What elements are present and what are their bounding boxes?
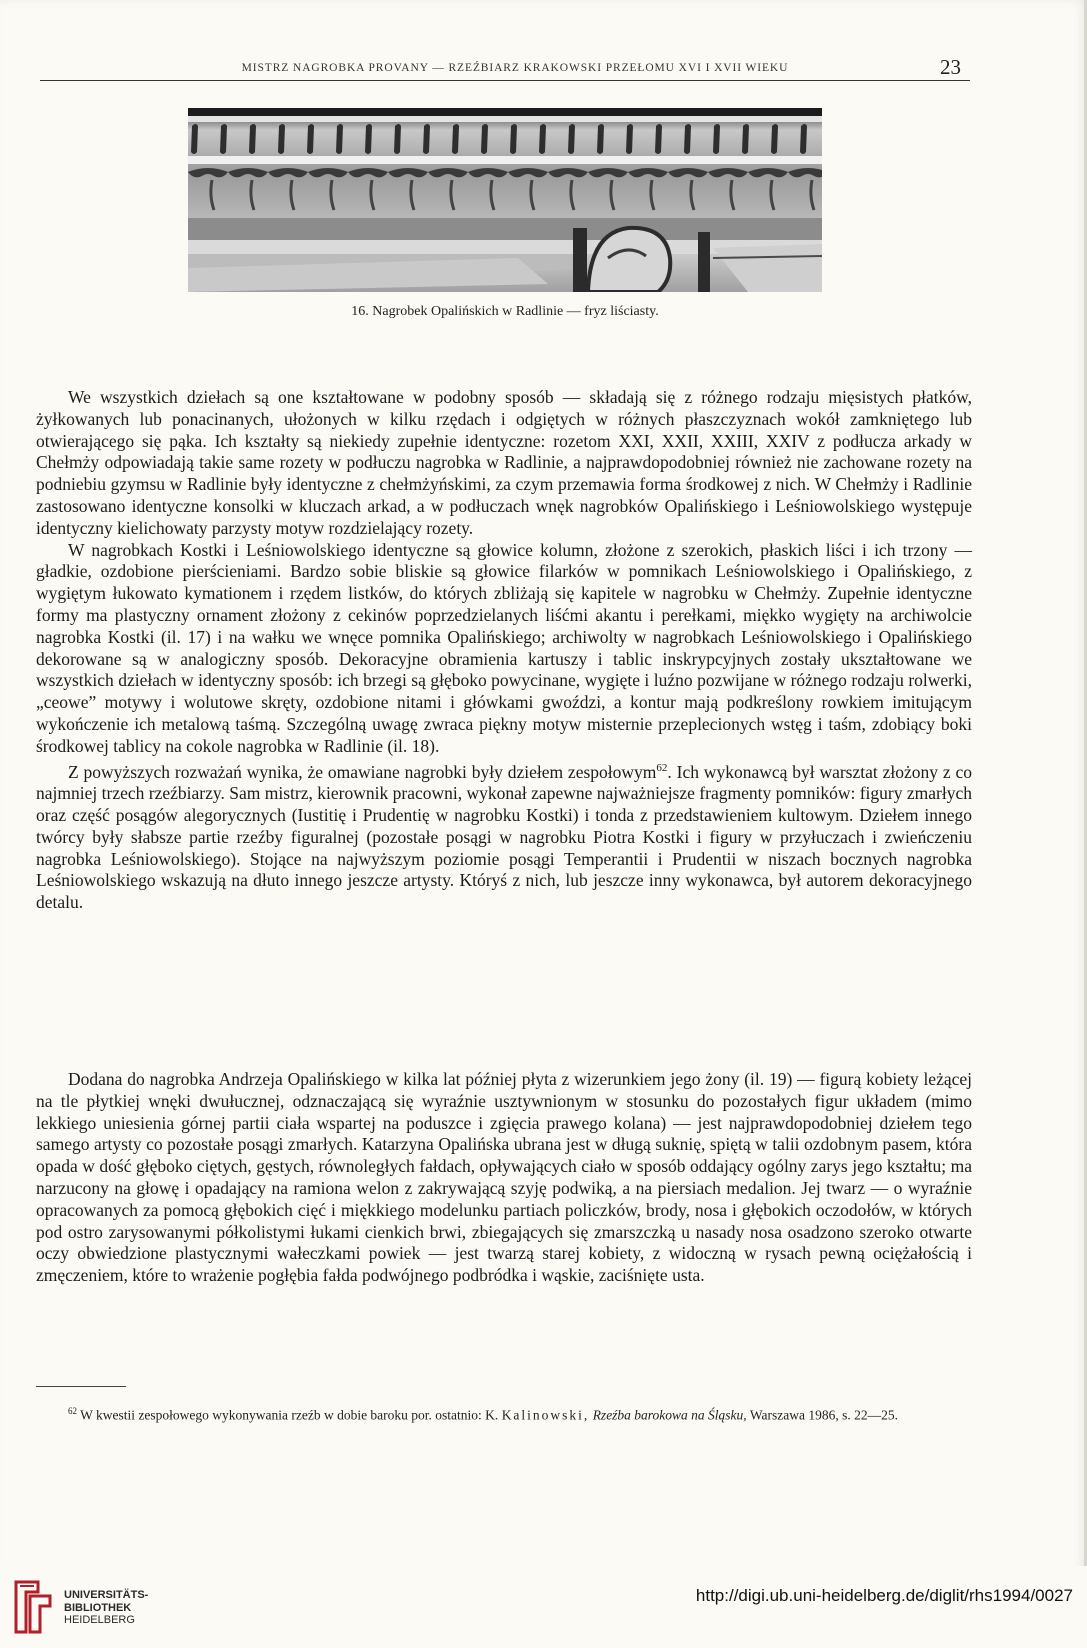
paragraph-text: . Ich wykonawcą był warsztat złożony z co najmniej trzech rzeźbiarzy. Sam mistrz, kierownik pracowni, wykonał zapewne najważniejsze fragmenty pomników: figury zmarłych oraz część posągów alegorycznych (Iustitię i Prudentię w nagrobku Kostki) i tonda z przedstawieniem kultowym. Dziełem innego twórcy były słabsze partie rzeźby figuralnej (pozostałe posągi w nagrobku Piotra Kostki i figury w przyłuczach i zwieńczeniu nagrobka Leśniowolskiego). Stojące na najwyższym poziomie posągi Temperantii i Prudentii w niszach bocznych nagrobka Leśniowolskiego wskazują na dłuto innego jeszcze artysty. Któryś z nich, lub jeszcze inny wykonawca, był autorem dekoracyjnego detalu. [36,761,972,913]
footnote-rule [36,1386,126,1387]
frieze-ridge [655,124,662,154]
running-head: MISTRZ NAGROBKA PROVANY — RZEŹBIARZ KRAKOWSKI PRZEŁOMU XVI I XVII WIEKU [241,62,789,74]
frieze-ridge [626,124,633,154]
frieze-ridge [394,124,401,154]
frieze-ridge [423,124,430,154]
frieze-ridge [510,124,517,154]
figure-leaf-frieze-photo [188,108,822,292]
paragraph-text: Z powyższych rozważań wynika, że omawiane nagrobki były dziełem zespołowym [68,761,657,782]
figure-caption: 16. Nagrobek Opalińskich w Radlinie — fryz liściasty. [351,304,659,319]
paragraph [36,758,972,914]
frieze-ridge [249,124,256,154]
frieze-ridge [336,124,343,154]
frieze-ridge [713,124,720,154]
frieze-ridge [191,124,198,154]
footnote-ref: 62 [656,761,668,774]
frieze-illustration [188,108,822,292]
frieze-ridge [539,124,546,154]
footnote-author: Kalinowski, [501,1407,590,1423]
footnote-title: Rzeźba barokowa na Śląsku, [592,1407,747,1423]
frieze-ridge [568,124,575,154]
library-line: UNIVERSITÄTS- [64,1589,149,1601]
source-url-link[interactable]: http://digi.ub.uni-heidelberg.de/diglit/rhs1994/0027 [695,1586,1073,1605]
frieze-ridge [481,124,488,154]
frieze-ridge [800,124,807,154]
paragraph: W nagrobkach Kostki i Leśniowolskiego identyczne są głowice kolumn, złożone z szerokich, płaskich liści i ich trzony — gładkie, ozdobione pierścieniami. Bardzo sobie bliskie są głowice filarków w pomnikach Leśniowolskiego i Opalińskiego, z wygiętym łukowato kymationem i rzędem listków, do których zbliżają się kapitele w nagrobku w Chełmży. Zupełnie identyczne formy ma plastyczny ornament złożony z cekinów poprzedzielanych liśćmi akantu i perełkami, miękko wygięty na archiwolcie nagrobka Kostki (il. 17) i na wałku we wnęce pomnika Opalińskiego; archiwolty w nagrobkach Leśniowolskiego i Opalińskiego dekorowane są w analogiczny sposób. Dekoracyjne obramienia kartuszy i tablic inskrypcyjnych zostały ukształtowane we wszystkich dziełach w identyczny sposób: ich brzegi są głęboko powycinane, wygięte i luźno pozwijane w różnego rodzaju rolwerki, „ceowe” motywy i wolutowe skręty, ozdobione nitami i główkami gwoździ, a kontur mają podkreślony rowkiem imitującym wykończenie ich metalową taśmą. Szczególną uwagę zwraca piękny motyw misternie przeplecionych wstęg i taśm, zdobiący boki środkowej tablicy na cokole nagrobka w Radlinie (il. 18). [36,539,972,756]
frieze-ridge [742,124,749,154]
library-footer [0,1566,1087,1648]
frieze-ridge [278,124,285,154]
frieze-ridge [771,124,778,154]
library-logo-icon [12,1578,54,1636]
library-line: BIBLIOTHEK [64,1601,132,1614]
frieze-ridge [452,124,459,154]
footnote-text: W kwestii zespołowego wykonywania rzeźb w dobie baroku por. ostatnio: K. [80,1407,499,1423]
frieze-ridge [684,124,691,154]
paragraph: We wszystkich dziełach są one kształtowane w podobny sposób — składają się z różnego rodzaju mięsistych płatków, żyłkowanych lub ponacinanych, ułożonych w kilku rzędach i odgiętych w różnych płaszczyznach wokół zamkniętego lub otwierającego się pąka. Ich kształty są niekiedy zupełnie identyczne: rozetom XXI, XXII, XXIII, XXIV z podłucza arkady w Chełmży odpowiadają takie same rozety w podłuczu nagrobka w Radlinie, a najprawdopodobniej również nie zachowane rozety na podniebiu gzymsu w Radlinie były identyczne z chełmżyńskimi, za czym przemawia forma środkowej z nich. W Chełmży i Radlinie zastosowano identyczne konsolki w kluczach arkad, a w podłuczach wnęk nagrobków Opalińskiego i Leśniowolskiego występuje identyczny kielichowaty parzysty motyw rozdzielający rozety. [36,387,972,538]
paragraph: Dodana do nagrobka Andrzeja Opalińskiego w kilka lat później płyta z wizerunkiem jego żony (il. 19) — figurą kobiety leżącej na tle płytkiej wnęki dwułucznej, odznaczającą się wyraźnie usztywnionym w stosunku do pozostałych figur układem (mimo lekkiego uniesienia górnej partii ciała wspartej na poduszce i zgięcia prawego kolana) — jest najprawdopodobniej dziełem tego samego artysty co pozostałe posągi zmarłych. Katarzyna Opalińska ubrana jest w długą suknię, spiętą w talii ozdobnym pasem, która opada w dość głęboko ciętych, gęstych, równoległych fałdach, opływających ciało w sposób oddający ogólny zarys jego kształtu; ma narzucony na głowę i opadający na ramiona welon z zakrywającą szyję podwiką, a na piersiach medalion. Jej twarz — o wyraźnie opracowanych za pomocą głębokich cięć i miękkiego modelunku partiach policzków, brody, nosa i głębokich oczodołów, w których pod ostro zarysowanymi półkolistymi łukami cienkich brwi, zbiegających się zmarszczką u nasady nosa osadzono szeroko otwarte oczy obwiedzione plastycznymi wałeczkami powiek — jest twarzą starej kobiety, z widoczną w rysach pewną ociężałością i zmęczeniem, które to wrażenie pogłębia fałda podwójnego podbródka i wąskie, zaciśnięte usta. [36,1069,972,1286]
header-rule [40,80,970,81]
frieze-ridge [365,124,372,154]
library-name [64,1589,148,1627]
page-number: 23 [940,55,961,79]
frieze-ridge [220,124,227,154]
second-text-section [36,1069,972,1287]
footnote-number: 62 [68,1406,77,1416]
footnote-text: Warszawa 1986, s. 22—25. [749,1407,898,1423]
frieze-ridge [307,124,314,154]
frieze-ridge [597,124,604,154]
main-text-section [36,387,972,914]
library-line: HEIDELBERG [64,1614,135,1626]
footnote [36,1401,972,1426]
